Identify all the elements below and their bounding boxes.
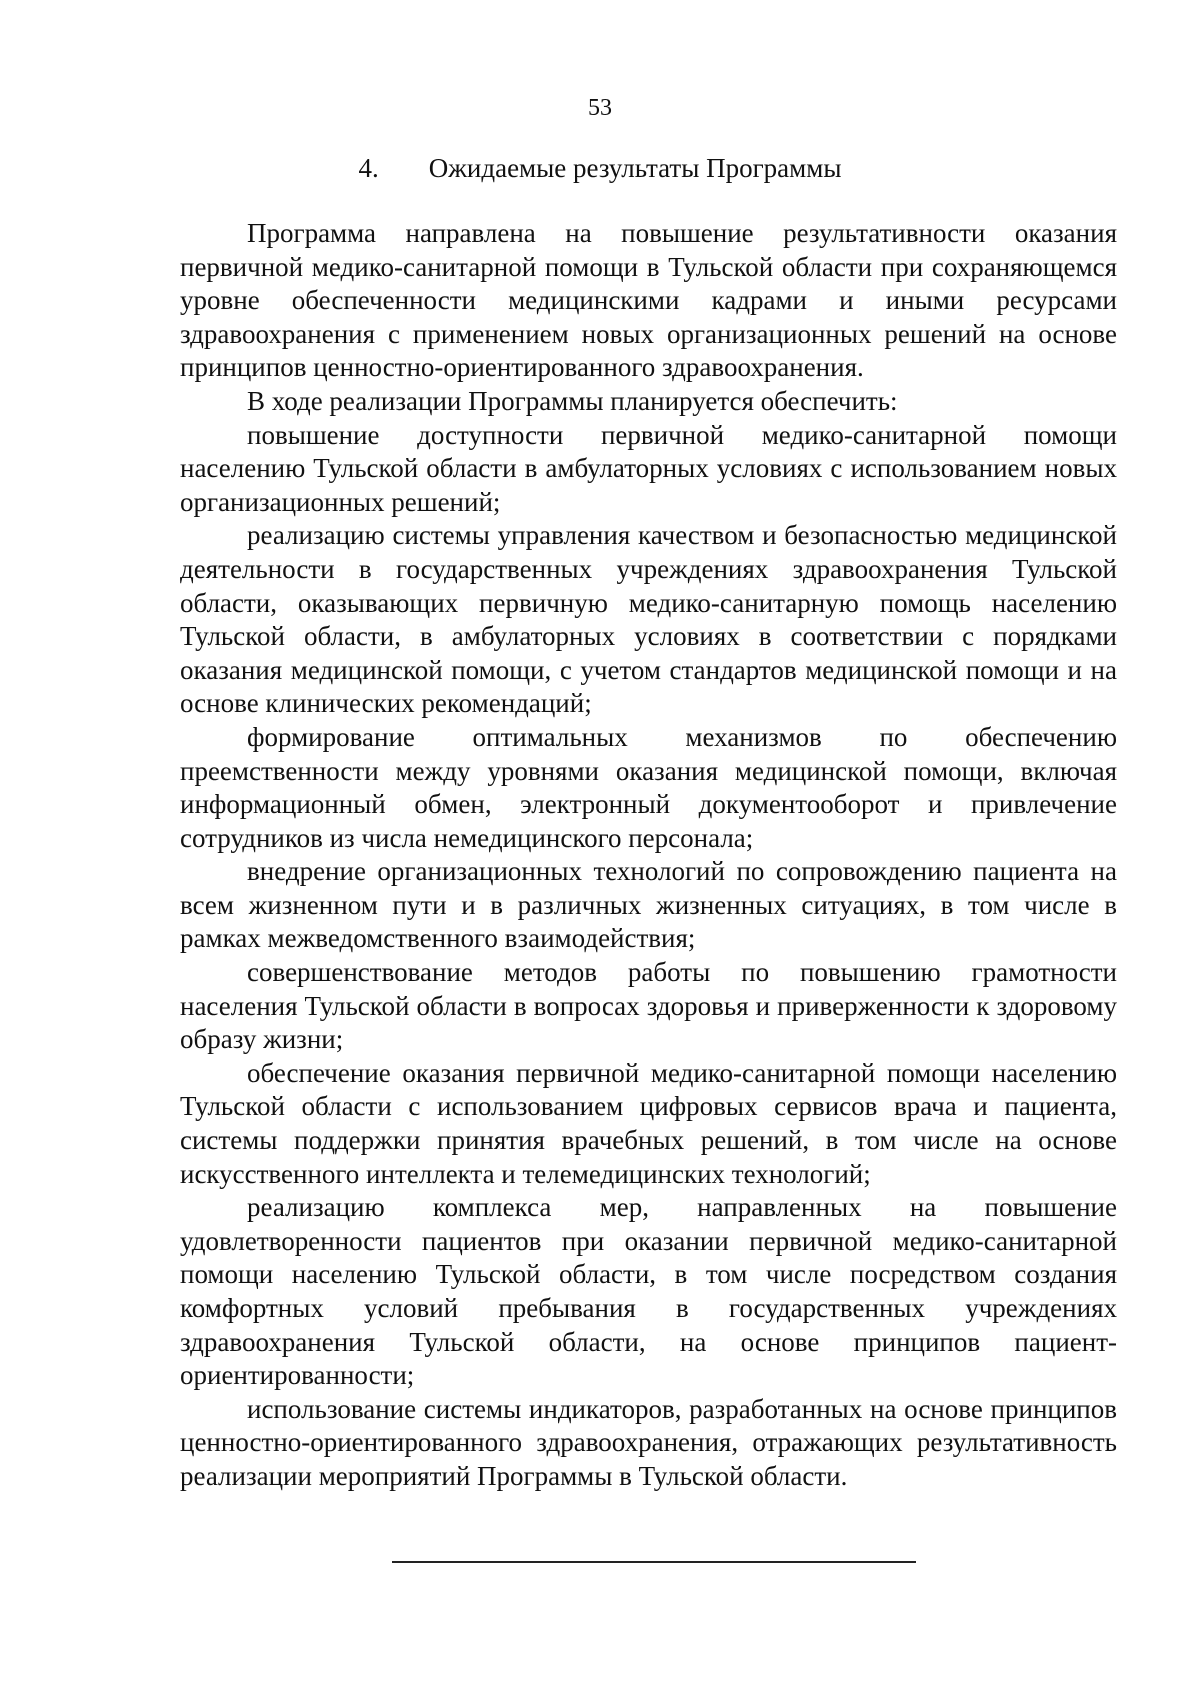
list-item-digital-services: обеспечение оказания первичной медико-санитарной помощи населению Тульской области с использованием цифровых сервисов врача и пациента, системы поддержки принятия врачебных решений, в том числе на основе искусственного интеллекта и телемедицинских технологий; [180,1057,1117,1189]
list-item-patient-satisfaction: реализацию комплекса мер, направленных на повышение удовлетворенности пациентов при оказании первичной медико-санитарной помощи населению Тульской области, в том числе посредством создания комфортных условий пребывания в государственных учреждениях здравоохранения Тульской области, на основе принципов пациент-ориентированности; [180,1192,1117,1391]
intro-paragraph: Программа направлена на повышение результативности оказания первичной медико-санитарной помощи в Тульской области при сохраняющемся уровне обеспеченности медицинскими кадрами и иными ресурсами здравоохранения с применением новых организационных решений на основе принципов ценностно-ориентированного здравоохранения. [180,218,1117,383]
end-divider [392,1561,916,1563]
section-heading [0,152,1200,184]
body-text [180,217,1117,1494]
page-number: 53 [588,95,612,121]
section-number: 4. [358,153,379,183]
list-item-patient-support: внедрение организационных технологий по сопровождению пациента на всем жизненном пути и в различных жизненных ситуациях, в том числе в рамках межведомственного взаимодействия; [180,856,1117,954]
list-item-indicators: использование системы индикаторов, разработанных на основе принципов ценностно-ориентированного здравоохранения, отражающих результативность реализации мероприятий Программы в Тульской области. [180,1393,1117,1491]
list-lead-paragraph: В ходе реализации Программы планируется обеспечить: [247,385,898,416]
section-title: Ожидаемые результаты Программы [428,153,842,183]
list-item-continuity: формирование оптимальных механизмов по обеспечению преемственности между уровнями оказания медицинской помощи, включая информационный обмен, электронный документооборот и привлечение сотрудников из числа немедицинского персонала; [180,721,1117,853]
list-item-quality-management: реализацию системы управления качеством и безопасностью медицинской деятельности в государственных учреждениях здравоохранения Тульской области, оказывающих первичную медико-санитарную помощь населению Тульской области, в амбулаторных условиях в соответствии с порядками оказания медицинской помощи, с учетом стандартов медицинской помощи и на основе клинических рекомендаций; [180,520,1117,719]
list-item-health-literacy: совершенствование методов работы по повышению грамотности населения Тульской области в вопросах здоровья и приверженности к здоровому образу жизни; [180,957,1117,1055]
list-item-accessibility: повышение доступности первичной медико-санитарной помощи населению Тульской области в амбулаторных условиях с использованием новых организационных решений; [180,419,1117,517]
